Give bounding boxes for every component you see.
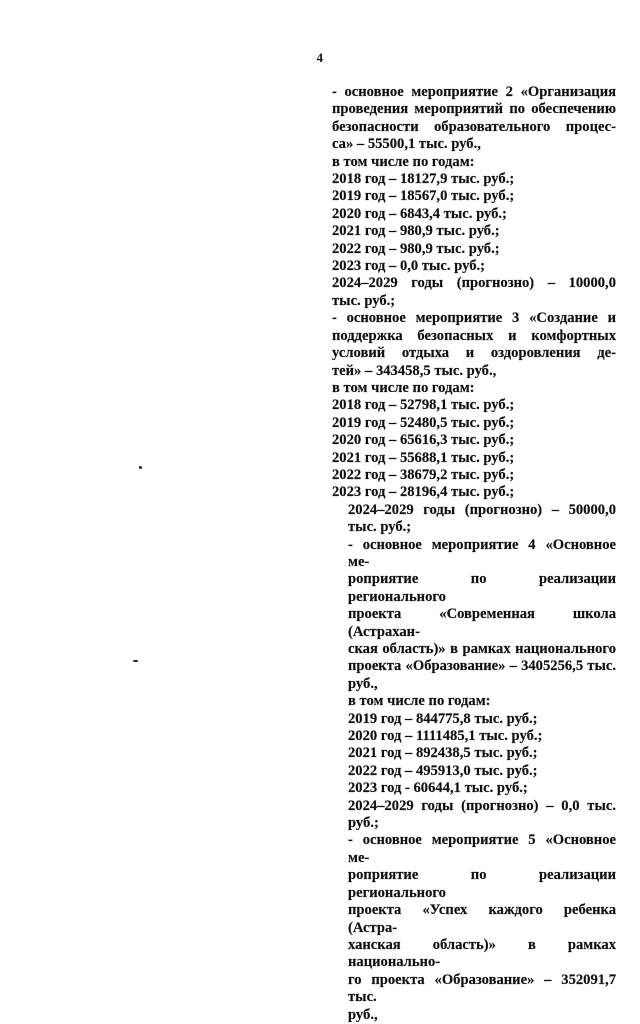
text-line: - основное мероприятие 3 «Создание и	[332, 310, 616, 327]
text-line: тыс. руб.;	[332, 292, 396, 309]
text-line: са» – 55500,1 тыс. руб.,	[332, 136, 481, 153]
document-body	[332, 84, 616, 1024]
text-line: - основное мероприятие 5 «Основное ме-	[348, 832, 616, 866]
text-line: 2021 год – 55688,1 тыс. руб.;	[332, 449, 515, 466]
text-line: роприятие по реализации регионального	[348, 571, 616, 605]
text-line: проведения мероприятий по обеспечению	[332, 101, 616, 118]
text-line: - основное мероприятие 2 «Организация	[332, 84, 616, 100]
text-line: 2024–2029 годы (прогнозно) – 0,0 тыс.	[348, 797, 616, 814]
text-line: тей» – 343458,5 тыс. руб.,	[332, 362, 497, 379]
text-line: 2020 год – 1111485,1 тыс. руб.;	[348, 728, 543, 745]
text-line: 2024–2029 годы (прогнозно) – 10000,0	[332, 275, 616, 292]
text-line: 2023 год - 60644,1 тыс. руб.;	[348, 780, 528, 797]
text-line: 2022 год – 495913,0 тыс. руб.;	[348, 762, 538, 779]
text-line: проекта «Успех каждого ребенка (Астра-	[348, 902, 616, 936]
paragraph	[332, 84, 616, 310]
page-number: 4	[316, 50, 324, 65]
text-line: роприятие по реализации регионального	[348, 867, 616, 901]
text-line: ская область)» в рамках национального	[348, 641, 616, 657]
text-line: проекта «Современная школа (Астрахан-	[348, 606, 616, 640]
paragraph	[332, 310, 616, 536]
scan-speck	[133, 660, 138, 662]
scan-speck	[139, 466, 142, 469]
text-line: условий отдыха и оздоровления де-	[332, 345, 616, 362]
text-line: в том числе по годам:	[332, 153, 475, 170]
text-line: 2018 год – 52798,1 тыс. руб.;	[332, 397, 515, 414]
text-line: тыс. руб.;	[348, 519, 412, 536]
text-line: поддержка безопасных и комфортных	[332, 327, 616, 344]
text-line: 2019 год – 52480,5 тыс. руб.;	[332, 414, 515, 431]
text-line: 2021 год – 980,9 тыс. руб.;	[332, 223, 500, 240]
text-line: руб.,	[348, 1006, 378, 1023]
text-line: 2020 год – 65616,3 тыс. руб.;	[332, 432, 515, 449]
text-line: в том числе по годам:	[348, 693, 491, 710]
text-line: 2018 год – 18127,9 тыс. руб.;	[332, 171, 515, 188]
text-line: безопасности образовательного процес-	[332, 118, 616, 135]
text-line: 2019 год – 844775,8 тыс. руб.;	[348, 710, 538, 727]
text-line: 2023 год – 28196,4 тыс. руб.;	[332, 484, 515, 501]
text-line: 2022 год – 980,9 тыс. руб.;	[332, 240, 500, 257]
text-line: 2019 год – 18567,0 тыс. руб.;	[332, 188, 515, 205]
text-line: в том числе по годам:	[332, 379, 475, 396]
paragraph	[332, 832, 616, 1023]
text-line: руб.;	[348, 815, 379, 832]
paragraph	[332, 537, 616, 833]
text-line: 2020 год – 6843,4 тыс. руб.;	[332, 205, 507, 222]
text-line: 2021 год – 892438,5 тыс. руб.;	[348, 745, 538, 762]
text-line: проекта «Образование» – 3405256,5 тыс.	[348, 658, 616, 675]
text-line: 2023 год – 0,0 тыс. руб.;	[332, 258, 486, 275]
text-line: 2024–2029 годы (прогнозно) – 50000,0	[348, 501, 616, 518]
text-line: - основное мероприятие 4 «Основное ме-	[348, 536, 616, 570]
text-line: руб.,	[348, 675, 378, 692]
text-line: го проекта «Образование» – 352091,7 тыс.	[348, 971, 616, 1006]
text-line: ханская область)» в рамках национально-	[348, 936, 616, 971]
text-line: 2022 год – 38679,2 тыс. руб.;	[332, 466, 515, 483]
